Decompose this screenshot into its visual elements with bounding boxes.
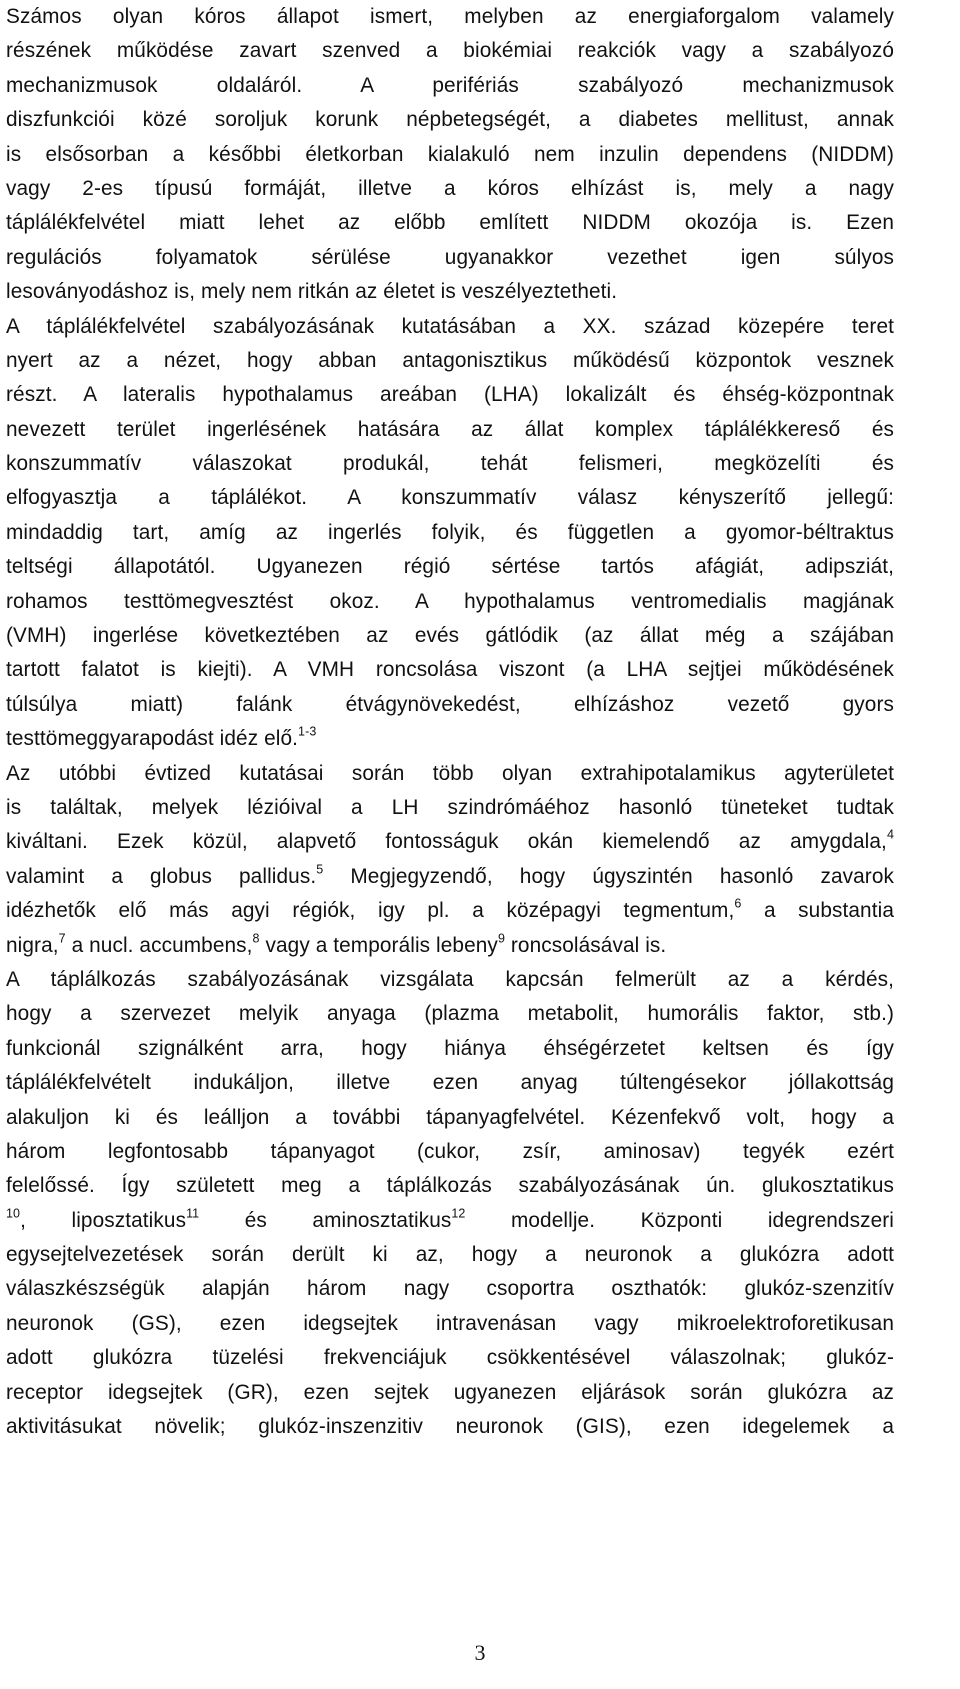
text-segment: Megjegyzendő, hogy úgyszintén hasonló zavarok bbox=[323, 864, 894, 888]
text-segment: felelőssé. Így született meg a táplálkozás szabályozásának ún. glukosztatikus bbox=[6, 1174, 894, 1198]
text-line bbox=[6, 1204, 894, 1238]
reference-superscript: 10 bbox=[6, 1206, 21, 1221]
text-segment: roncsolásával is. bbox=[505, 933, 667, 957]
reference-superscript: 8 bbox=[252, 931, 260, 946]
text-segment: a nucl. accumbens, bbox=[65, 933, 253, 957]
text-line bbox=[6, 206, 894, 240]
text-line bbox=[6, 34, 894, 68]
text-segment: tartott falatot is kiejti). A VMH roncsolása viszont (a LHA sejtjei működésének bbox=[6, 658, 894, 682]
text-segment: részt. A lateralis hypothalamus areában (LHA) lokalizált és éhség-központnak bbox=[6, 383, 894, 407]
text-segment: három legfontosabb tápanyagot (cukor, zsír, aminosav) tegyék ezért bbox=[6, 1139, 894, 1163]
text-segment: Számos olyan kóros állapot ismert, melyben az energiaforgalom valamely bbox=[6, 5, 894, 28]
text-segment: elfogyasztja a táplálékot. A konszummatív válasz kényszerítő jellegű: bbox=[6, 486, 894, 510]
text-segment: és aminosztatikus bbox=[199, 1208, 452, 1232]
text-segment: A táplálkozás szabályozásának vizsgálata kapcsán felmerült az a kérdés, bbox=[6, 967, 894, 991]
text-line bbox=[6, 1238, 894, 1272]
text-line bbox=[6, 860, 894, 894]
text-segment: adott glukózra tüzelési frekvenciájuk csökkentésével válaszolnak; glukóz- bbox=[6, 1346, 894, 1370]
text-segment: nigra, bbox=[6, 933, 59, 957]
text-line bbox=[6, 344, 894, 378]
text-segment: mechanizmusok oldaláról. A perifériás szabályozó mechanizmusok bbox=[6, 73, 894, 97]
body-text bbox=[6, 0, 894, 1444]
text-segment: részének működése zavart szenved a biokémiai reakciók vagy a szabályozó bbox=[6, 39, 894, 63]
text-line bbox=[6, 963, 894, 997]
reference-superscript: 7 bbox=[58, 931, 66, 946]
text-segment: testtömeggyarapodást idéz elő. bbox=[6, 727, 299, 751]
text-line bbox=[6, 275, 894, 309]
text-segment: vagy 2-es típusú formáját, illetve a kóros elhízást is, mely a nagy bbox=[6, 176, 894, 200]
text-segment: (VMH) ingerlése következtében az evés gátlódik (az állat még a szájában bbox=[6, 624, 894, 648]
text-segment: neuronok (GS), ezen idegsejtek intravenásan vagy mikroelektroforetikusan bbox=[6, 1311, 894, 1335]
text-segment: konszummatív válaszokat produkál, tehát felismeri, megközelíti és bbox=[6, 452, 894, 476]
text-line bbox=[6, 688, 894, 722]
text-segment: nyert az a nézet, hogy abban antagonisztikus működésű központok vesznek bbox=[6, 348, 894, 372]
text-segment: valamint a globus pallidus. bbox=[6, 864, 317, 888]
text-line bbox=[6, 585, 894, 619]
text-segment: teltségi állapotától. Ugyanezen régió sértése tartós afágiát, adipsziát, bbox=[6, 555, 894, 579]
text-segment: túlsúlya miatt) falánk étvágynövekedést, elhízáshoz vezető gyors bbox=[6, 692, 894, 716]
text-line bbox=[6, 619, 894, 653]
page-number: 3 bbox=[474, 1640, 486, 1665]
text-line bbox=[6, 1032, 894, 1066]
text-segment: alakuljon ki és leálljon a további tápanyagfelvétel. Kézenfekvő volt, hogy a bbox=[6, 1105, 894, 1129]
text-segment: egysejtelvezetések során derült ki az, hogy a neuronok a glukózra adott bbox=[6, 1243, 894, 1267]
text-segment: táplálékfelvétel miatt lehet az előbb említett NIDDM okozója is. Ezen bbox=[6, 211, 894, 235]
text-line bbox=[6, 653, 894, 687]
text-line bbox=[6, 1272, 894, 1306]
text-line bbox=[6, 1341, 894, 1375]
text-line bbox=[6, 929, 894, 963]
reference-superscript: 6 bbox=[734, 896, 742, 911]
text-line bbox=[6, 447, 894, 481]
text-line bbox=[6, 757, 894, 791]
text-segment: receptor idegsejtek (GR), ezen sejtek ugyanezen eljárások során glukózra az bbox=[6, 1380, 894, 1404]
text-line bbox=[6, 1101, 894, 1135]
text-line bbox=[6, 1135, 894, 1169]
text-line bbox=[6, 516, 894, 550]
text-line bbox=[6, 0, 894, 34]
text-segment: kiváltani. Ezek közül, alapvető fontosságuk okán kiemelendő az amygdala, bbox=[6, 830, 887, 854]
text-line bbox=[6, 69, 894, 103]
text-segment: , liposztatikus bbox=[20, 1208, 187, 1232]
text-segment: rohamos testtömegvesztést okoz. A hypothalamus ventromedialis magjának bbox=[6, 589, 894, 613]
text-line bbox=[6, 172, 894, 206]
text-line bbox=[6, 103, 894, 137]
text-segment: vagy a temporális lebeny bbox=[259, 933, 498, 957]
text-line bbox=[6, 241, 894, 275]
text-segment: Az utóbbi évtized kutatásai során több olyan extrahipotalamikus agyterületet bbox=[6, 761, 894, 785]
text-segment: diszfunkciói közé soroljuk korunk népbetegségét, a diabetes mellitust, annak bbox=[6, 108, 894, 132]
text-segment: válaszkészségük alapján három nagy csoportra oszthatók: glukóz-szenzitív bbox=[6, 1277, 894, 1301]
reference-superscript: 5 bbox=[316, 862, 324, 877]
text-segment: is találtak, melyek lézióival a LH szindrómáéhoz hasonló tüneteket tudtak bbox=[6, 795, 894, 819]
text-segment: A táplálékfelvétel szabályozásának kutatásában a XX. század közepére teret bbox=[6, 314, 894, 338]
text-segment: lesoványodáshoz is, mely nem ritkán az életet is veszélyeztetheti. bbox=[6, 280, 618, 304]
text-segment: funkcionál szignálként arra, hogy hiánya éhségérzetet keltsen és így bbox=[6, 1036, 894, 1060]
text-segment: regulációs folyamatok sérülése ugyanakkor vezethet igen súlyos bbox=[6, 245, 894, 269]
reference-superscript: 1-3 bbox=[298, 724, 317, 739]
reference-superscript: 4 bbox=[886, 828, 894, 842]
text-line bbox=[6, 413, 894, 447]
text-line bbox=[6, 791, 894, 825]
text-line bbox=[6, 722, 894, 756]
text-segment: modellje. Központi idegrendszeri bbox=[465, 1208, 894, 1232]
text-line bbox=[6, 894, 894, 928]
text-line bbox=[6, 1307, 894, 1341]
reference-superscript: 9 bbox=[497, 931, 505, 946]
text-line bbox=[6, 1066, 894, 1100]
text-segment: táplálékfelvételt indukáljon, illetve ezen anyag túltengésekor jóllakottság bbox=[6, 1071, 894, 1095]
text-segment: hogy a szervezet melyik anyaga (plazma metabolit, humorális faktor, stb.) bbox=[6, 1002, 894, 1026]
text-line bbox=[6, 1376, 894, 1410]
reference-superscript: 11 bbox=[186, 1206, 200, 1221]
text-line bbox=[6, 481, 894, 515]
text-segment: idézhetők elő más agyi régiók, igy pl. a középagyi tegmentum, bbox=[6, 899, 735, 923]
text-line bbox=[6, 1169, 894, 1203]
text-segment: nevezett terület ingerlésének hatására az állat komplex táplálékkereső és bbox=[6, 417, 894, 441]
text-line bbox=[6, 310, 894, 344]
text-line bbox=[6, 1410, 894, 1444]
text-line bbox=[6, 378, 894, 412]
reference-superscript: 12 bbox=[451, 1206, 466, 1221]
text-segment: a substantia bbox=[741, 899, 894, 923]
text-line bbox=[6, 997, 894, 1031]
text-line bbox=[6, 138, 894, 172]
text-segment: aktivitásukat növelik; glukóz-inszenzitiv neuronok (GIS), ezen idegelemek a bbox=[6, 1415, 894, 1439]
text-segment: is elsősorban a későbbi életkorban kialakuló nem inzulin dependens (NIDDM) bbox=[6, 142, 894, 166]
text-line bbox=[6, 550, 894, 584]
text-line bbox=[6, 825, 894, 859]
text-segment: mindaddig tart, amíg az ingerlés folyik, és független a gyomor-béltraktus bbox=[6, 520, 894, 544]
